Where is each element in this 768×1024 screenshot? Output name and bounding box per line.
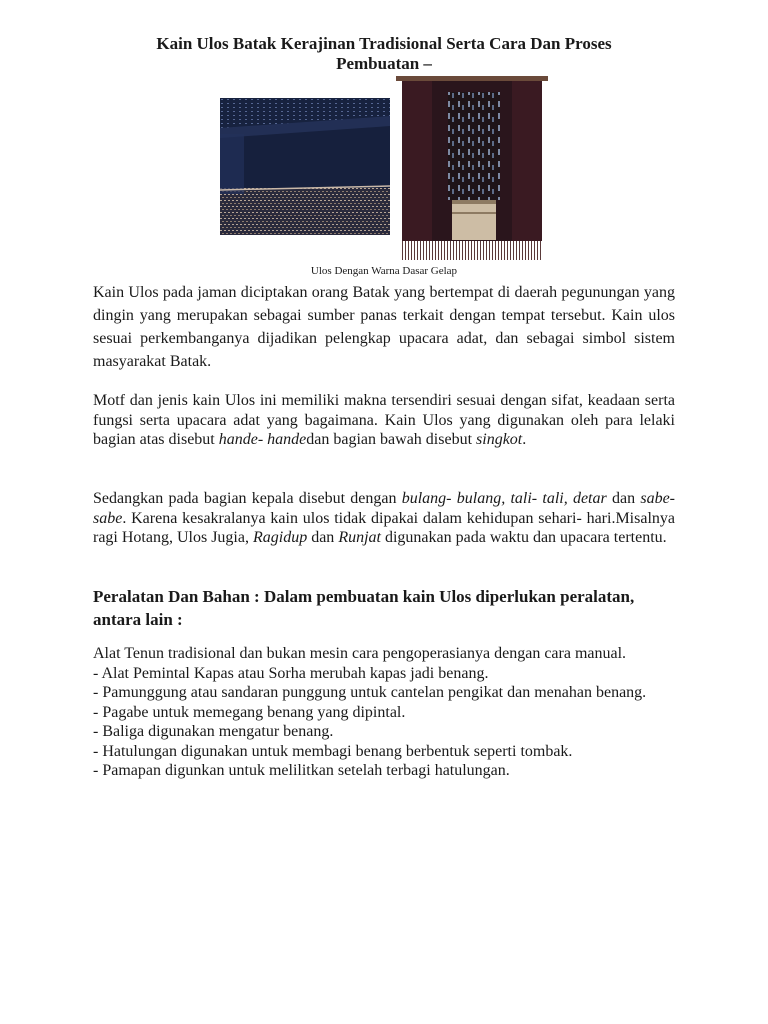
list-item: - Alat Pemintal Kapas atau Sorha merubah kapas jadi benang. — [93, 664, 489, 682]
italic-term: Ragidup — [252, 529, 308, 546]
list-item: - Hatulungan digunakan untuk membagi benang berbentuk seperti tombak. — [93, 742, 573, 760]
italic-term: hande- hande — [218, 431, 307, 448]
tools-list — [93, 644, 675, 781]
text-run: dan — [606, 490, 641, 507]
italic-term: Runjat — [338, 529, 381, 546]
ulos-photo-folded — [220, 98, 390, 235]
paragraph-intro: Kain Ulos pada jaman diciptakan orang Batak yang bertempat di daerah pegunungan yang dingin yang merupakan sebagai sumber panas terkait dengan tempat tersebut. Kain ulos sesuai perkembanganya dijadikan pelengkap upacara adat, dan sebagai simbol sistem masyarakat Batak. — [93, 284, 675, 370]
italic-term: singkot — [476, 431, 523, 448]
text-run: Sedangkan pada bagian kepala disebut dengan — [93, 490, 402, 507]
text-run: digunakan pada waktu dan upacara tertentu. — [380, 529, 667, 546]
text-run: dan — [307, 529, 339, 546]
list-item: - Baliga digunakan mengatur benang. — [93, 723, 334, 740]
italic-term: bulang- bulang, tali- tali, detar — [401, 490, 607, 507]
list-item: - Pamunggung atau sandaran punggung untuk cantelan pengikat dan menahan benang. — [93, 684, 647, 701]
document-title: Kain Ulos Batak Kerajinan Tradisional Serta Cara Dan Proses Pembuatan – — [156, 34, 612, 73]
paragraph-head — [93, 489, 675, 548]
list-intro: Alat Tenun tradisional dan bukan mesin cara pengoperasianya dengan cara manual. — [93, 645, 627, 662]
italic-term: sabe- sabe — [93, 490, 675, 527]
text-run: Motf dan jenis kain Ulos ini memiliki makna tersendiri sesuai dengan sifat, keadaan serta fungsi serta upacara adat yang bagaimana. Kain Ulos yang digunakan oleh para lelaki bagian atas disebut — [93, 392, 675, 448]
list-item: - Pagabe untuk memegang benang yang dipintal. — [93, 703, 406, 721]
paragraph-motif — [93, 391, 675, 450]
ulos-photo-hanging — [396, 76, 548, 260]
list-item: - Pamapan digunkan untuk melilitkan setelah terbagi hatulungan. — [93, 762, 510, 779]
text-run: . — [522, 431, 527, 448]
image-caption: Ulos Dengan Warna Dasar Gelap — [310, 265, 458, 277]
text-run: . Karena kesakralanya kain ulos tidak dipakai dalam kehidupan sehari- hari.Misalnya ragi Hotang, Ulos Jugia, — [93, 509, 675, 546]
text-run: dan bagian bawah disebut — [306, 431, 477, 448]
section-heading: Peralatan Dan Bahan : Dalam pembuatan kain Ulos diperlukan peralatan, antara lain : — [93, 587, 635, 629]
